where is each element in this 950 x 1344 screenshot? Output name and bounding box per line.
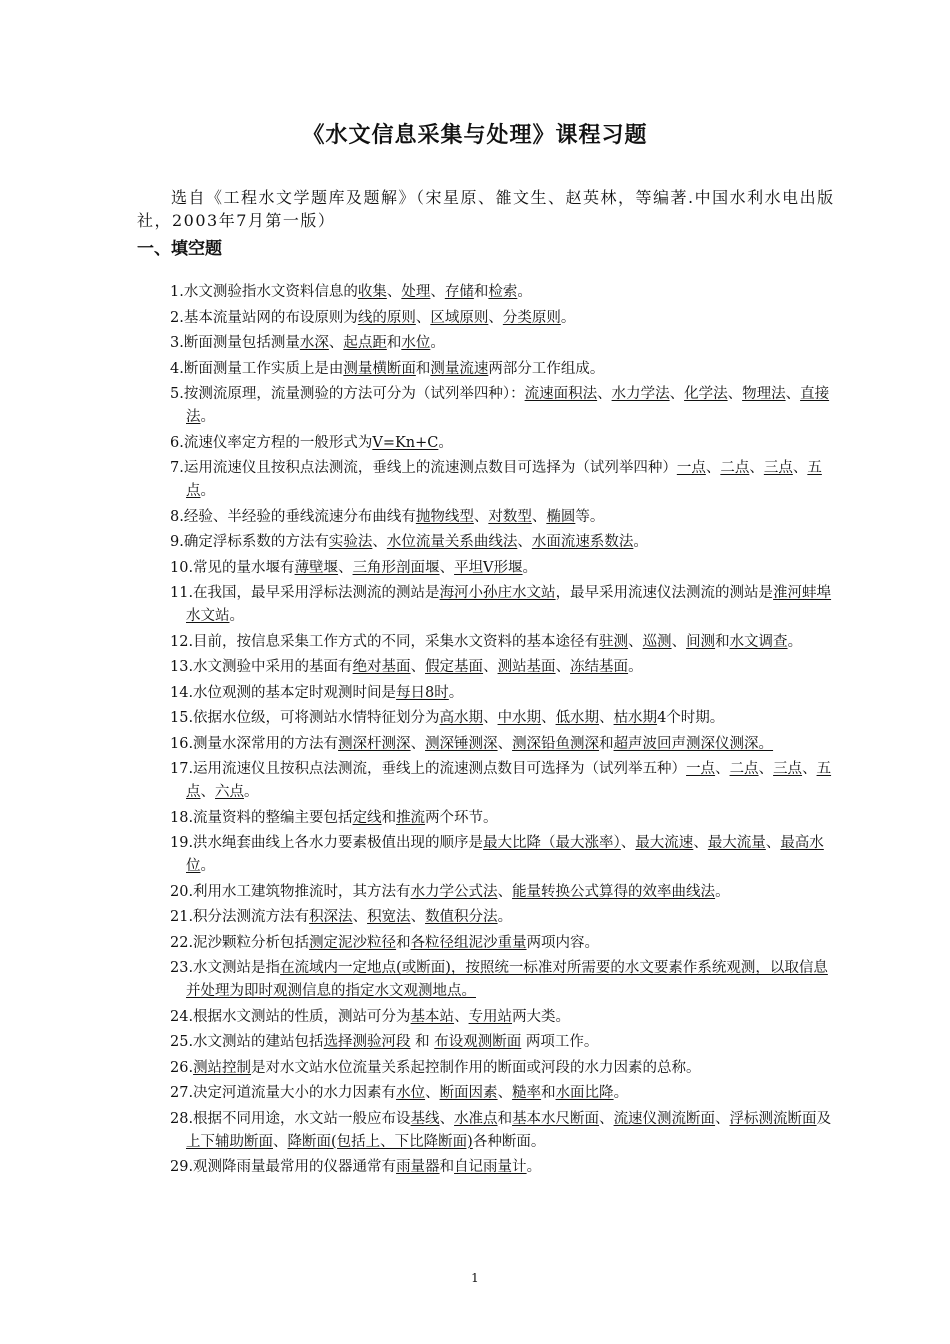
question-text: 21.积分法测流方法有 [170,909,310,925]
question-text: 、 [555,659,571,675]
answer-blank: 最大比降（最大涨率） [483,835,621,851]
question-text: 、 [620,835,636,851]
question-text: 11.在我国，最早采用浮标法测流的测站是 [170,585,440,601]
answer-blank: 测定泥沙粒径 [309,934,397,951]
question-text: 。 [715,883,730,900]
question-text: 3.断面测量包括测量 [170,335,300,351]
answer-blank: 浮标测流断面 [729,1110,817,1127]
answer-blank: 积宽法 [367,909,411,925]
question-item [170,707,842,730]
question-text: 、 [765,835,781,851]
question-text: 、 [785,386,801,402]
answer-blank: 低水期 [555,710,600,726]
question-item [170,1108,842,1154]
question-text: 20.利用水工建筑物推流时，其方法有 [170,883,411,900]
answer-blank: 平坦V形堰 [454,559,523,576]
question-text: 两个环节。 [425,809,498,826]
question-text: 4.断面测量工作实质上是由 [170,360,344,377]
question-text: 。 [628,659,643,675]
question-item [170,383,842,429]
question-item [170,432,842,455]
question-text: 16.测量水深常用的方法有 [170,735,339,752]
question-text: 。 [244,784,259,800]
answer-blank: 薄壁堰 [294,559,339,576]
answer-blank: 间测 [686,633,716,650]
question-item [170,281,842,304]
question-text: 等。 [575,508,605,525]
answer-blank: 分类原则 [502,309,561,326]
answer-blank: 水文调查 [729,633,788,650]
question-text: 、 [497,1085,513,1101]
question-item [170,656,842,679]
answer-blank: 超声波回声测深仪测深。 [613,735,774,752]
question-text: 、 [628,633,643,650]
question-text: 28.根据不同用途，水文站一般应布设 [170,1110,411,1127]
answer-blank: 起点距 [343,335,387,351]
answer-blank: 测站基面 [497,659,556,675]
question-text: 。 [200,483,215,499]
question-text: 1.水文测验指水文资料信息的 [170,284,358,300]
question-item [170,682,842,705]
answer-blank: 抛物线型 [415,508,474,525]
answer-blank: 一点 [686,761,716,777]
answer-blank: 中水期 [497,710,542,726]
question-text: 、 [273,1133,288,1150]
question-text: 7.运用流速仪且按积点法测流，垂线上的流速测点数目可选择为（试列举四种） [170,460,677,476]
question-item [170,358,842,381]
page-number: 1 [471,1271,479,1285]
question-text: 、 [749,460,764,476]
answer-blank: 专用站 [468,1008,513,1025]
question-text: 、 [727,386,743,402]
answer-blank: 糙率 [512,1085,542,1101]
question-text: 22.泥沙颗粒分析包括 [170,934,310,951]
question-text: 6.流速仪率定方程的一般形式为 [170,434,373,451]
answer-blank: 最大流量 [707,835,766,851]
question-text: 、 [425,1085,440,1101]
question-text: 和 [541,1085,556,1101]
answer-blank: 测深铅鱼测深 [512,735,600,752]
answer-blank: V=Kn+C [372,434,439,451]
question-text: 9.确定浮标系数的方法有 [170,534,329,550]
question-text: 、 [488,309,503,326]
question-item [170,582,842,628]
question-text: 。 [229,608,244,624]
question-text: 。 [438,434,453,451]
source-citation [137,186,837,232]
answer-blank: 物理法 [742,386,786,402]
question-item [170,531,842,554]
answer-blank: 淮河蚌埠水文站 [186,585,832,624]
question-text: 29.观测降雨量最常用的仪器通常有 [170,1159,397,1175]
question-text: 、 [497,735,513,752]
question-text: 14.水位观测的基本定时观测时间是 [170,684,397,701]
question-item [170,1006,842,1029]
question-text: 、 [802,761,817,777]
question-text: 、 [693,835,708,851]
answer-blank: 降断面(包括上、下比降断面) [287,1133,473,1150]
answer-blank: 流速仪测流断面 [613,1110,716,1127]
question-text: ，最早采用流速仪法测流的测站是 [555,585,774,601]
question-text: 。 [522,559,538,576]
question-text: 、 [430,284,445,300]
section-heading: 一、填空题 [137,239,222,259]
answer-blank: 在流域内一定地点(或断面)，按照统一标准对所需要的水文要素作系统观测，以取信息并处理为即时观测信息的指定水文观测地点。 [186,960,828,999]
answer-blank: 选择测验河段 [323,1034,411,1050]
answer-blank: 水深 [299,335,329,351]
question-text: 、 [439,559,455,576]
question-text: 、 [497,883,513,900]
answer-blank: 水位 [396,1085,426,1101]
answer-blank: 布设观测断面 [434,1034,522,1050]
question-text: 和 [396,934,411,951]
question-text: 、 [715,1110,730,1127]
question-item [170,457,842,503]
question-item [170,307,842,330]
answer-blank: 枯水期 [613,710,658,726]
answer-blank: 测深锤测深 [425,735,498,752]
answer-blank: 驻测 [599,633,629,650]
question-text: 。 [613,1085,629,1101]
answer-blank: 自记雨量计 [454,1159,527,1175]
question-text: 两项工作。 [521,1034,599,1050]
question-text: 和 [715,633,730,650]
question-text: 各种断面。 [472,1133,546,1150]
question-item [170,932,842,955]
question-text: 两部分工作组成。 [488,360,605,377]
question-text: 两大类。 [512,1008,571,1025]
answer-blank: 上下辅助断面 [186,1133,273,1150]
question-text: 27.决定河道流量大小的水力因素有 [170,1085,397,1101]
question-item [170,557,842,580]
answer-blank: 一点 [676,460,706,476]
source-text: 选自《工程水文学题库及题解》（宋星原、雒文生、赵英林，等编著.中国水利水电出版社，2003年7月第一版） [137,188,835,230]
answer-blank: 流速面积法 [524,386,598,402]
question-text: 、 [705,460,721,476]
answer-blank: 测量横断面 [343,360,416,377]
answer-blank: 三角形剖面堰 [352,559,440,576]
answer-blank: 基线 [410,1110,440,1127]
question-text: 4个时期。 [657,710,725,726]
question-item [170,807,842,830]
answer-blank: 五点 [186,761,832,800]
question-text: 和 [473,284,489,300]
question-text: 5.按测流原理，流量测验的方法可分为（试列举四种）： [170,386,525,402]
answer-blank: 水面比降 [555,1085,614,1101]
answer-blank: 高水期 [439,710,484,726]
question-text: 8.经验、半经验的垂线流速分布曲线有 [170,508,416,525]
question-text: 17.运用流速仪且按积点法测流，垂线上的流速测点数目可选择为（试列举五种） [170,761,687,777]
question-text: 和 [497,1110,513,1127]
question-text: 15.依据水位级，可将测站水情特征划分为 [170,710,440,726]
question-item [170,506,842,529]
question-text: 、 [410,735,426,752]
answer-blank: 定线 [352,809,382,826]
question-text: 、 [439,1110,455,1127]
question-text: 26. [170,1059,194,1076]
answer-blank: 积深法 [309,909,353,925]
answer-blank: 水力学公式法 [410,883,498,900]
answer-blank: 二点 [729,761,759,777]
question-text: 。 [497,909,513,925]
answer-blank: 绝对基面 [352,659,411,675]
question-text: 、 [517,534,532,550]
answer-blank: 二点 [720,460,750,476]
answer-blank: 数值积分法 [425,909,498,925]
question-text: 和 [439,1159,455,1175]
question-text: 19.洪水绳套曲线上各水力要素极值出现的顺序是 [170,835,484,851]
question-text: 两项内容。 [526,934,600,951]
question-text: 和 [381,809,397,826]
answer-blank: 处理 [401,284,431,300]
question-text: 18.流量资料的整编主要包括 [170,809,353,826]
question-text: 、 [792,460,808,476]
question-text: 、 [200,784,215,800]
answer-blank: 椭圆 [546,508,576,525]
question-text: 23.水文测站是指 [170,960,281,976]
answer-blank: 水面流速系数法 [531,534,634,550]
answer-blank: 断面因素 [439,1085,498,1101]
question-text: 12.目前，按信息采集工作方式的不同，采集水文资料的基本途径有 [170,633,600,650]
answer-blank: 三点 [763,460,793,476]
question-text: 。 [633,534,648,550]
question-item [170,733,842,756]
answer-blank: 六点 [215,784,244,800]
question-text: 。 [200,858,215,874]
answer-blank: 实验法 [328,534,373,550]
answer-blank: 每日8时 [396,684,449,701]
answer-blank: 三点 [773,761,803,777]
question-text: 和 [386,335,402,351]
answer-blank: 测量流速 [430,360,489,377]
question-text: 和 [599,735,614,752]
question-text: 、 [531,508,547,525]
question-text: 和 [410,1034,435,1050]
answer-blank: 海河小孙庄水文站 [439,585,556,601]
answer-blank: 检索 [488,284,518,300]
question-text: 、 [372,534,387,550]
question-item [170,906,842,929]
question-item [170,881,842,904]
question-item [170,1082,842,1105]
question-text: 25.水文测站的建站包括 [170,1034,324,1050]
answer-blank: 水准点 [454,1110,498,1127]
answer-blank: 各粒径组泥沙重量 [410,934,527,951]
answer-blank: 存储 [444,284,474,300]
question-text: 13.水文测验中采用的基面有 [170,659,353,675]
question-text: 、 [483,659,498,675]
answer-blank: 最高水位 [186,835,824,874]
question-text: 、 [669,386,685,402]
answer-blank: 测站控制 [193,1059,252,1076]
question-text: 、 [599,1110,614,1127]
question-text: 。 [430,335,445,351]
question-item [170,1057,842,1080]
question-text: 。 [787,633,803,650]
answer-blank: 对数型 [488,508,532,525]
answer-blank: 能量转换公式算得的效率曲线法 [512,883,716,900]
answer-blank: 水力学法 [611,386,670,402]
question-list [170,281,842,1182]
question-text: 、 [338,559,353,576]
answer-blank: 假定基面 [425,659,484,675]
question-text: 、 [410,659,426,675]
question-text: 。 [517,284,532,300]
question-item [170,332,842,355]
answer-blank: 区域原则 [430,309,489,326]
question-text: 及 [816,1110,832,1127]
question-text: 、 [599,710,614,726]
question-item [170,832,842,878]
question-text: 、 [483,710,498,726]
question-item [170,1156,842,1179]
answer-blank: 直接法 [186,386,830,425]
question-text: 、 [473,508,489,525]
answer-blank: 线的原则 [357,309,416,326]
question-item [170,631,842,654]
question-text: 10.常见的量水堰有 [170,559,295,576]
question-text: 和 [415,360,431,377]
question-item [170,1031,842,1054]
answer-blank: 基本水尺断面 [512,1110,600,1127]
question-text: 2.基本流量站网的布设原则为 [170,309,358,326]
answer-blank: 五点 [186,460,822,499]
question-text: 、 [410,909,426,925]
question-item [170,758,842,804]
question-text: 。 [526,1159,542,1175]
answer-blank: 巡测 [642,633,672,650]
question-text: 。 [448,684,464,701]
answer-blank: 化学法 [684,386,728,402]
question-text: 、 [715,761,730,777]
question-text: 、 [328,335,344,351]
answer-blank: 冻结基面 [570,659,629,675]
question-text: 、 [386,284,402,300]
answer-blank: 水位流量关系曲线法 [386,534,518,550]
question-text: 是对水文站水位流量关系起控制作用的断面或河段的水力因素的总称。 [251,1059,701,1076]
answer-blank: 水位 [401,335,431,351]
question-text: 、 [541,710,556,726]
question-text: 、 [454,1008,469,1025]
answer-blank: 测深杆测深 [338,735,411,752]
question-text: 。 [560,309,576,326]
question-item [170,957,842,1003]
question-text: 、 [415,309,431,326]
question-text: 、 [758,761,774,777]
question-text: 。 [200,409,215,425]
answer-blank: 雨量器 [396,1159,440,1175]
answer-blank: 推流 [396,809,426,826]
answer-blank: 最大流速 [635,835,694,851]
question-text: 24.根据水文测站的性质，测站可分为 [170,1008,411,1025]
answer-blank: 收集 [357,284,387,300]
question-text: 、 [671,633,687,650]
question-text: 、 [352,909,368,925]
answer-blank: 基本站 [410,1008,455,1025]
document-title: 《水文信息采集与处理》课程习题 [302,122,648,148]
question-text: 、 [597,386,612,402]
